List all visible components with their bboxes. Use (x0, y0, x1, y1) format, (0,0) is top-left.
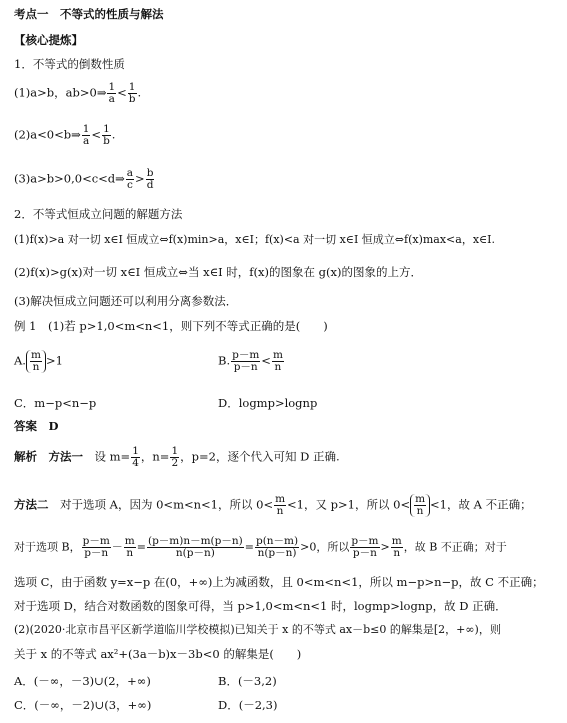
choice-2-c: C．(－∞，－2)∪(3，+∞) (14, 698, 152, 712)
solution-method-2: 方法二 对于选项 A，因为 0<m<n<1，所以 0< $\frac{m}{n}$ <1，又 p>1，所以 0< $\frac{m}{n}$ <1，故 A 不正确； (14, 493, 532, 517)
item1-title: 1．不等式的倒数性质 (14, 57, 125, 71)
example-2-line-2: 关于 x 的不等式 ax²+(3a－b)x－3b<0 的解集是( ) (14, 647, 302, 661)
method-3: (3)解决恒成立问题还可以利用分离参数法． (14, 294, 238, 308)
solution-option-d: 对于选项 D，结合对数函数的图象可得，当 p>1,0<m<n<1 时，logmp>lognp，故 D 正确． (14, 599, 507, 613)
choice-2-d: D．(－2,3) (218, 698, 278, 712)
solution-option-c: 选项 C，由于函数 y=x−p 在(0，+∞)上为减函数，且 0<m<n<1，所以 m−p>n−p，故 C 不正确； (14, 575, 544, 589)
option-d: D．logmp>lognp (218, 396, 318, 410)
choice-2-a: A．(－∞，－3)∪(2，+∞) (14, 674, 151, 688)
solution-option-b: 对于选项 B， $\frac{p-m}{p-n}$ － $\frac{m}{n}$ = $\frac{(p-m)n-m(p-n)}{n(p-n)}$ = $\frac{p(n-m)}{n(p-n)}$ >0，所以 $\frac{p-m}{p-n}$ > $\frac{m}{n}$ ，故 B 不正确；对于 (14, 535, 507, 559)
item2-title: 2．不等式恒成立问题的解题方法 (14, 207, 183, 221)
example-2-line-1: (2)(2020·北京市昌平区新学道临川学校模拟)已知关于 x 的不等式 ax－b≤0 的解集是[2，+∞)，则 (14, 623, 501, 636)
section-tag: 【核心提炼】 (14, 33, 83, 47)
method-1: (1)f(x)>a 对一切 x∈I 恒成立⇔f(x)min>a，x∈I；f(x)<a 对一切 x∈I 恒成立⇔f(x)max<a，x∈I. (14, 233, 496, 246)
option-a: A. $\frac{m}{n}$ >1 (14, 349, 63, 373)
page-title: 考点一 不等式的性质与解法 (14, 7, 164, 21)
example-1: 例 1 (1)若 p>1,0<m<n<1，则下列不等式正确的是( ) (14, 319, 328, 333)
property-3: (3)a>b>0,0<c<d⇒ $\frac{a}{c}$ > $\frac{b}{d}$ (14, 167, 154, 191)
property-1: (1)a>b，ab>0⇒ $\frac{1}{a}$ < $\frac{1}{b}$ . (14, 81, 142, 105)
choice-2-b: B．(－3,2) (218, 674, 277, 688)
method-2: (2)f(x)>g(x)对一切 x∈I 恒成立⇔当 x∈I 时，f(x)的图象在 g(x)的图象的上方． (14, 265, 422, 279)
property-2: (2)a<0<b⇒ $\frac{1}{a}$ < $\frac{1}{b}$ . (14, 123, 116, 147)
answer: 答案 D (14, 419, 59, 433)
option-c: C．m−p<n−p (14, 396, 97, 410)
option-b: B. $\frac{p-m}{p-n}$ < $\frac{m}{n}$ (218, 349, 283, 373)
solution-method-1: 解析 方法一 设 m= $\frac{1}{4}$ ，n= $\frac{1}{2}$ ，p=2，逐个代入可知 D 正确. (14, 445, 340, 469)
